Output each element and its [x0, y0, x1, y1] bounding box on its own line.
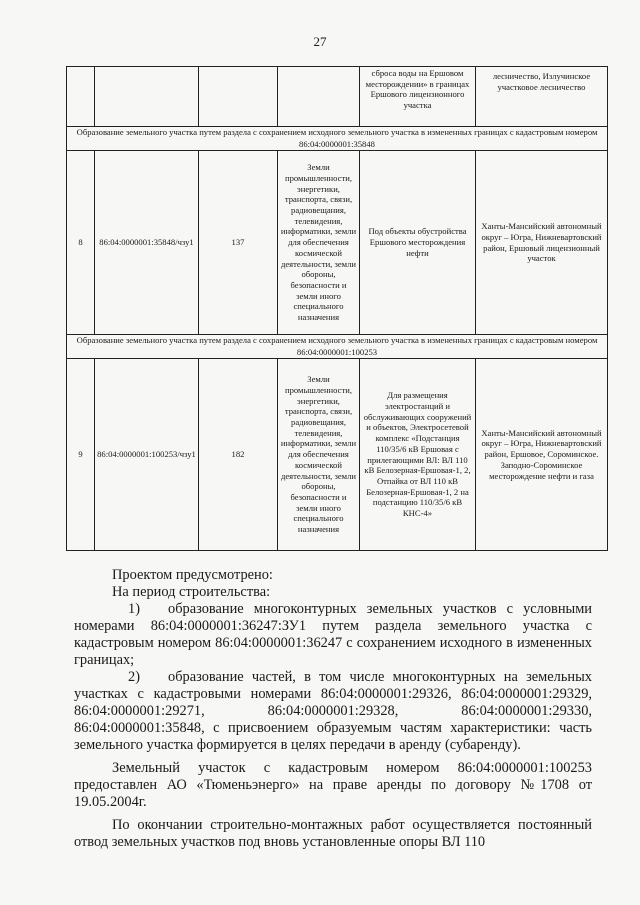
- table-row: [67, 359, 608, 551]
- table-cell: [199, 67, 278, 127]
- list-item-text: образование частей, в том числе многоконтурных на земельных участках с кадастровыми номерами 86:04:0000001:29326, 86:04:0000001:29329, 86:04:0000001:29271, 86:04:0000001:29328, 86:04:0000001:29330, 86:04:0000001:35848, с присвоением образуемым частям характеристики: часть земельного участка формируется в целях передачи в аренду (субаренду).: [74, 669, 592, 753]
- row-number: 8: [67, 151, 95, 335]
- land-category: Земли промышленности, энергетики, транспорта, связи, радиовещания, телевидения, информатики, земли для обеспечения космической деятельности, земли обороны, безопасности и земли иного специального назначения: [278, 151, 360, 335]
- paragraph: По окончании строительно-монтажных работ осуществляется постоянный отвод земельных участков под вновь установленные опоры ВЛ 110: [74, 817, 592, 850]
- table-row: [67, 67, 608, 127]
- row-number: 9: [67, 359, 95, 551]
- cadastral-number: 86:04:0000001:100253/чзу1: [95, 359, 199, 551]
- section-heading: Образование земельного участка путем раздела с сохранением исходного земельного участка в измененных границах с кадастровым номером 86:04:0000001:100253: [67, 335, 608, 359]
- section-row: [67, 335, 608, 359]
- list-item: [74, 669, 592, 754]
- table-row: [67, 151, 608, 335]
- purpose-cell: сброса воды на Ершовом месторождении» в границах Ершового лицензионного участка: [360, 67, 476, 127]
- document-body: [74, 567, 592, 851]
- land-plots-table: [66, 66, 608, 551]
- area-value: 182: [199, 359, 278, 551]
- list-item: [74, 601, 592, 669]
- location-cell: лесничество, Излучинское участковое лесничество: [476, 67, 608, 127]
- section-heading: Образование земельного участка путем раздела с сохранением исходного земельного участка в измененных границах с кадастровым номером 86:04:0000001:35848: [67, 127, 608, 151]
- land-location: Ханты-Мансийский автономный округ – Югра, Нижневартовский район, Ершовое, Сороминское. Заподно-Сороминское месторождение нефти и газа: [476, 359, 608, 551]
- list-item-number: 1): [128, 601, 140, 617]
- land-purpose: Для размещения электростанций и обслуживающих сооружений и объектов, Электросетевой комплекс «Подстанция 110/35/6 кВ Ершовая с прилегающими ВЛ: ВЛ 110 кВ Белозерная-Ершовая-1, 2, Отпайка от ВЛ 110 кВ Белозерная-Ершовая-1, 2 на подстанцию 110/35/6 кВ КНС-4»: [360, 359, 476, 551]
- land-purpose: Под объекты обустройства Ершового месторождения нефти: [360, 151, 476, 335]
- cadastral-number: 86:04:0000001:35848/чзу1: [95, 151, 199, 335]
- land-location: Ханты-Мансийский автономный округ – Югра, Нижневартовский район, Ершовый лицензионный участок: [476, 151, 608, 335]
- page-number: 27: [313, 34, 327, 49]
- table-cell: [278, 67, 360, 127]
- list-item-text: образование многоконтурных земельных участков с условными номерами 86:04:0000001:36247:ЗУ1 путем раздела земельного участка с кадастровым номером 86:04:0000001:36247 с сохранением исходного в измененных границах;: [74, 601, 592, 668]
- land-category: Земли промышленности, энергетики, транспорта, связи, радиовещания, телевидения, информатики, земли для обеспечения космической деятельности, земли обороны, безопасности и земли иного специального назначения: [278, 359, 360, 551]
- paragraph: На период строительства:: [112, 584, 271, 600]
- paragraph: Земельный участок с кадастровым номером 86:04:0000001:100253 предоставлен АО «Тюменьэнерго» на праве аренды по договору №1708 от 19.05.2004г.: [74, 760, 592, 810]
- table-cell: [95, 67, 199, 127]
- table-cell: [67, 67, 95, 127]
- area-value: 137: [199, 151, 278, 335]
- paragraph: Проектом предусмотрено:: [112, 567, 273, 583]
- list-item-number: 2): [128, 669, 140, 685]
- section-row: [67, 127, 608, 151]
